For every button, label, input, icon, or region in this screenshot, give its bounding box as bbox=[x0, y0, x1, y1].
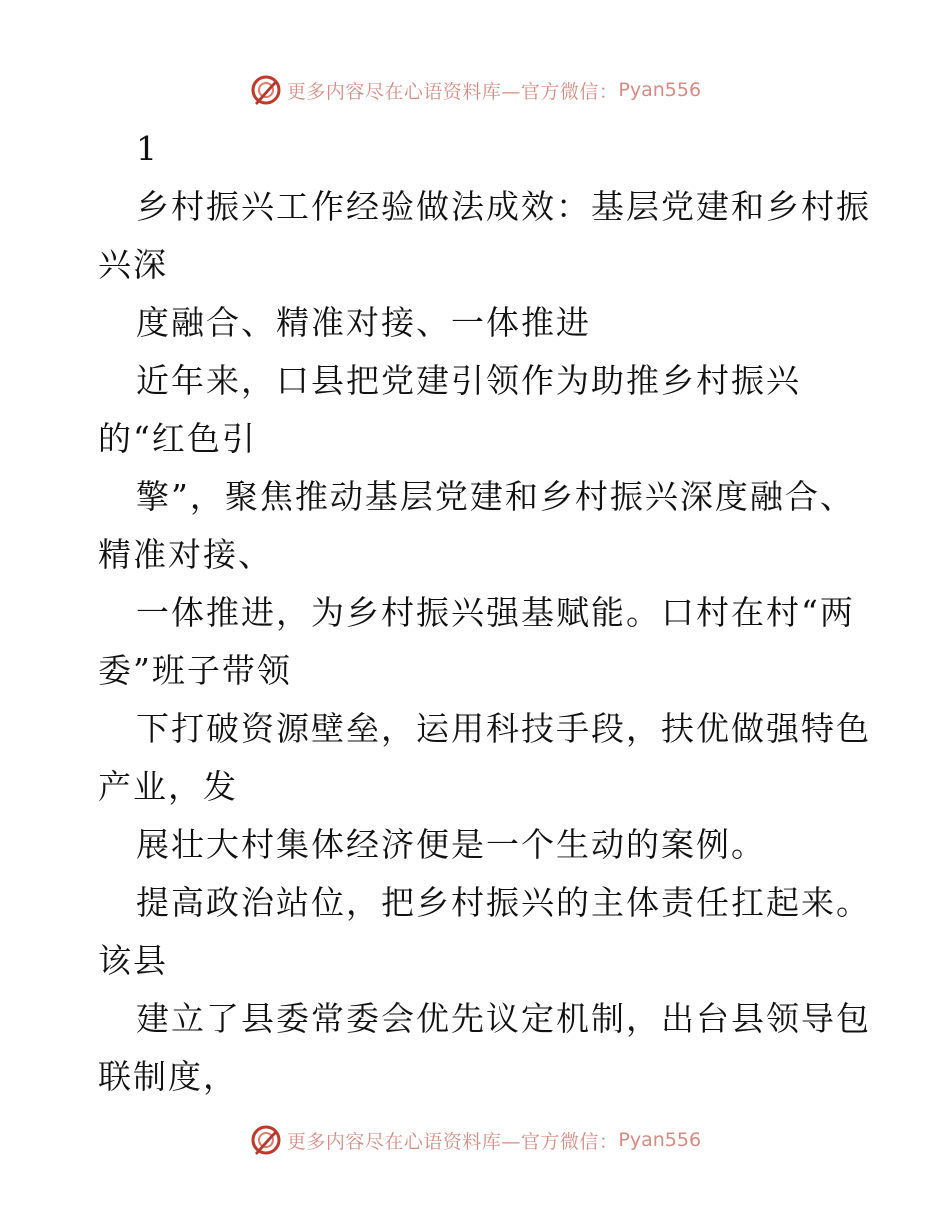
document-body bbox=[98, 120, 871, 1106]
text-line: 展壮大村集体经济便是一个生动的案例。 bbox=[136, 825, 766, 864]
text-line: 提高政治站位，把乡村振兴的主体责任扛起来。 bbox=[136, 883, 871, 922]
watermark-wechat-id: Pyan556 bbox=[618, 79, 702, 101]
text-line: 擎”，聚焦推动基层党建和乡村振兴深度融合、 bbox=[136, 477, 855, 516]
pen-circle-logo-icon bbox=[249, 73, 283, 107]
text-line: 联制度， bbox=[98, 1057, 238, 1096]
text-line: 度融合、精准对接、一体推进 bbox=[136, 303, 591, 342]
text-line: 产业，发 bbox=[98, 767, 238, 806]
watermark-text: 更多内容尽在心语资料库—官方微信： bbox=[286, 80, 619, 103]
text-line: 兴深 bbox=[98, 245, 168, 284]
pen-circle-logo-icon bbox=[249, 1123, 283, 1157]
text-line: 该县 bbox=[98, 941, 168, 980]
text-line: 乡村振兴工作经验做法成效：基层党建和乡村振 bbox=[136, 187, 871, 226]
header-watermark bbox=[0, 70, 950, 110]
text-line: 建立了县委常委会优先议定机制，出台县领导包 bbox=[136, 999, 871, 1038]
watermark-wechat-id: Pyan556 bbox=[618, 1129, 702, 1151]
footer-watermark bbox=[0, 1120, 950, 1160]
text-line: 的“红色引 bbox=[98, 419, 257, 458]
watermark-text: 更多内容尽在心语资料库—官方微信： bbox=[286, 1130, 619, 1153]
text-line: 一体推进，为乡村振兴强基赋能。口村在村“两 bbox=[136, 593, 855, 632]
text-line: 委”班子带领 bbox=[98, 651, 292, 690]
page-number: 1 bbox=[136, 129, 159, 168]
text-line: 精准对接、 bbox=[98, 535, 273, 574]
text-line: 下打破资源壁垒，运用科技手段，扶优做强特色 bbox=[136, 709, 871, 748]
text-line: 近年来，口县把党建引领作为助推乡村振兴 bbox=[136, 361, 801, 400]
